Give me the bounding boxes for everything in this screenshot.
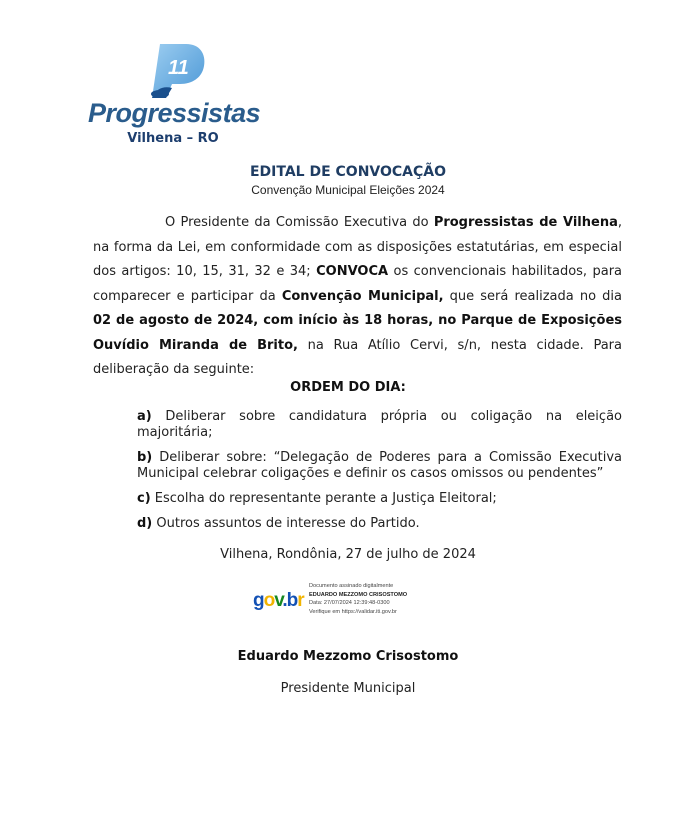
agenda-item — [137, 491, 622, 507]
para-text: , na forma da Lei, em conformidade com as disposições estatutárias, em especial dos artigos: 10, 15, 31, 32 e 34; — [93, 215, 622, 279]
party-logo — [88, 40, 261, 150]
signature-verify-link[interactable]: Verifique em https://validar.iti.gov.br — [309, 608, 397, 615]
logo-wordmark: Progressistas — [88, 98, 261, 128]
digital-signature-stamp — [253, 580, 433, 624]
item-text: Escolha do representante perante a Justiça Eleitoral; — [150, 491, 497, 506]
item-text: Deliberar sobre candidatura própria ou coligação na eleição majoritária; — [137, 409, 622, 440]
item-quote: “Delegação de Poderes para a Comissão Executiva Municipal celebrar coligações e definir os casos omissos ou pendentes” — [137, 450, 622, 481]
signature-caption: Documento assinado digitalmente — [309, 583, 394, 589]
item-marker: d) — [137, 516, 153, 531]
item-marker: b) — [137, 450, 153, 465]
signature-date: Data: 27/07/2024 12:39:48-0300 — [309, 600, 390, 606]
place-date: Vilhena, Rondônia, 27 de julho de 2024 — [220, 547, 476, 562]
agenda-item — [137, 516, 622, 532]
para-text: na Rua Atílio Cervi, s/n, nesta cidade. Para deliberação da seguinte: — [93, 337, 622, 377]
item-marker: c) — [137, 491, 151, 506]
para-text: O Presidente da Comissão Executiva do — [165, 215, 434, 230]
party-name: Progressistas de Vilhena — [433, 215, 618, 230]
signer-role: Presidente Municipal — [280, 681, 416, 696]
document-subtitle: Convenção Municipal Eleições 2024 — [251, 183, 445, 197]
agenda-item — [137, 409, 622, 441]
convocation-paragraph — [93, 211, 622, 383]
agenda-list — [137, 409, 622, 541]
svg-text:11: 11 — [168, 57, 189, 79]
para-text: os convencionais habilitados, para comparecer e participar da — [93, 264, 623, 304]
agenda-heading: ORDEM DO DIA: — [290, 380, 406, 395]
convoca-keyword: CONVOCA — [316, 264, 389, 279]
event-name: Convenção Municipal, — [281, 288, 444, 304]
event-date-location: 02 de agosto de 2024, com início às 18 horas, no Parque de Exposições Ouvídio Miranda de Brito, — [93, 313, 622, 353]
item-marker: a) — [137, 409, 152, 424]
signer-name: Eduardo Mezzomo Crisostomo — [237, 649, 459, 664]
signature-signer: EDUARDO MEZZOMO CRISOSTOMO — [309, 591, 408, 598]
govbr-logo: gov.br — [253, 590, 304, 611]
item-text: Outros assuntos de interesse do Partido. — [152, 516, 420, 531]
signature-details — [309, 582, 407, 616]
item-text: Deliberar sobre: — [152, 450, 274, 465]
progressistas-p-icon — [146, 42, 206, 100]
document-title: EDITAL DE CONVOCAÇÃO — [249, 164, 447, 180]
para-text: que será realizada no dia — [443, 288, 623, 304]
logo-city: Vilhena – RO — [127, 131, 219, 146]
agenda-item — [137, 450, 622, 482]
